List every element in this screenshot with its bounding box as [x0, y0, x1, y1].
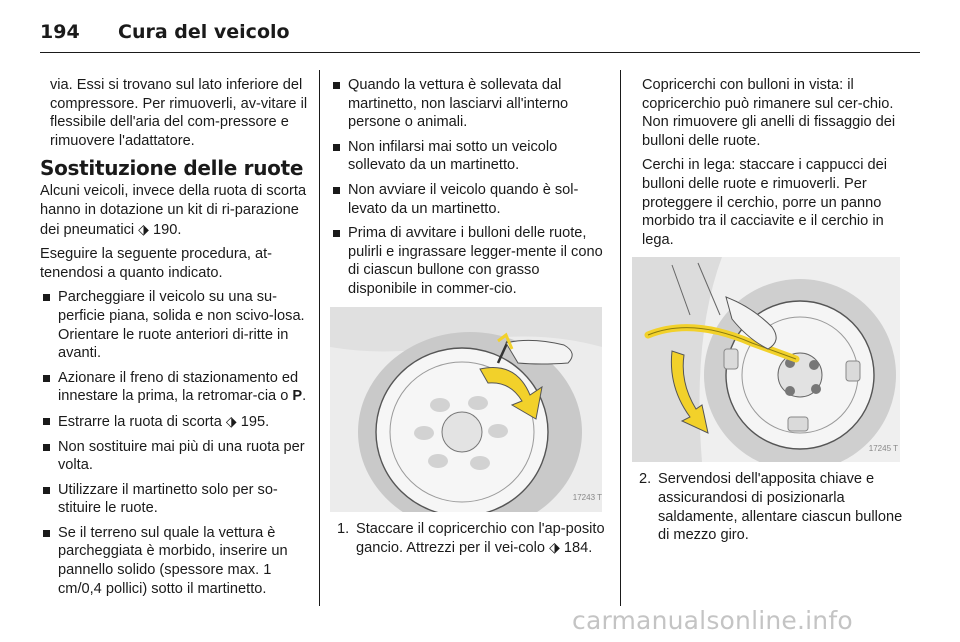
- section-heading: Sostituzione delle ruote: [40, 156, 304, 181]
- bullet-square-icon: [43, 294, 50, 301]
- page-title: Cura del veicolo: [118, 21, 290, 43]
- list-item: Estrarre la ruota di scorta ⬗ 195.: [40, 412, 308, 432]
- bullet-square-icon: [333, 187, 340, 194]
- bullet-square-icon: [43, 487, 50, 494]
- list-item: Non avviare il veicolo quando è sol-levato da un martinetto.: [330, 181, 608, 218]
- paragraph: Cerchi in lega: staccare i cappucci dei bulloni delle ruote e rimuoverli. Per proteggere il cerchio, porre un panno morbido tra il cacciavite e il cerchio in lega.: [642, 157, 887, 248]
- bullet-square-icon: [43, 444, 50, 451]
- bullet-square-icon: [43, 418, 50, 425]
- page-reference[interactable]: 190.: [153, 221, 182, 238]
- watermark: carmanualsonline.info: [572, 606, 853, 635]
- column-3: [632, 76, 904, 551]
- figure-code: 17243 T: [572, 492, 602, 502]
- step-number: 1.: [337, 520, 350, 537]
- list-item: Non sostituire mai più di una ruota per volta.: [40, 438, 308, 475]
- figure-wheel-bolt-loosening: [632, 257, 904, 462]
- reference-arrow-icon: ⬗: [138, 220, 149, 237]
- bullet-square-icon: [333, 230, 340, 237]
- paragraph: Alcuni veicoli, invece della ruota di scorta hanno in dotazione un kit di ri-parazione dei pneumatici ⬗ 190.: [40, 183, 307, 238]
- page-reference[interactable]: 184.: [563, 540, 593, 557]
- list-item: Utilizzare il martinetto solo per so-stituire le ruote.: [40, 481, 308, 518]
- bullet-list: [330, 76, 608, 299]
- column-divider: [620, 70, 621, 606]
- list-item: Non infilarsi mai sotto un veicolo sollevato da un martinetto.: [330, 138, 608, 175]
- figure-code: 17245 T: [868, 443, 898, 453]
- page-header: [40, 18, 920, 53]
- bullet-square-icon: [43, 375, 50, 382]
- list-item: Prima di avvitare i bulloni delle ruote, pulirli e ingrassare legger-mente il cono di ciascun bullone con grasso disponibile in commer-cio.: [330, 224, 608, 298]
- bullet-square-icon: [333, 82, 340, 89]
- bullet-list: [40, 288, 308, 598]
- column-1: [40, 76, 308, 604]
- paragraph: Eseguire la seguente procedura, at-tenendosi a quanto indicato.: [40, 246, 273, 281]
- hubcap-removal-illustration: [330, 307, 602, 512]
- figure-hubcap-removal: [330, 307, 608, 512]
- step-item: 1. Staccare il copricerchio con l'ap-posito gancio. Attrezzi per il vei-colo ⬗ 184.: [337, 520, 605, 557]
- page-reference[interactable]: 195.: [240, 413, 270, 430]
- list-item: Parcheggiare il veicolo su una su-perficie piana, solida e non scivo-losa. Orientare le ruote anteriori di-ritte in avanti.: [40, 288, 308, 362]
- step-item: 2. Servendosi dell'apposita chiave e assicurandosi di posizionarla saldamente, allentare ciascun bullone di mezzo giro.: [639, 471, 903, 544]
- list-item: Se il terreno sul quale la vettura è parcheggiata è morbido, inserire un pannello solido (spessore max. 1 cm/0,4 pollici) sotto il martinetto.: [40, 524, 308, 598]
- bullet-square-icon: [43, 530, 50, 537]
- list-item: Quando la vettura è sollevata dal martinetto, non lasciarvi all'interno persone o animali.: [330, 76, 608, 132]
- column-2: [330, 76, 608, 564]
- step-number: 2.: [639, 471, 652, 488]
- paragraph: Copricerchi con bulloni in vista: il copricerchio può rimanere sul cer-chio. Non rimuovere gli anelli di fissaggio dei bulloni delle ruote.: [642, 77, 896, 149]
- reference-arrow-icon: ⬗: [549, 539, 560, 556]
- reference-arrow-icon: ⬗: [225, 412, 237, 429]
- wheel-bolt-illustration: [632, 257, 900, 462]
- column-divider: [319, 70, 320, 606]
- bullet-square-icon: [333, 144, 340, 151]
- intro-paragraph: via. Essi si trovano sul lato inferiore del compressore. Per rimuoverli, av-vitare il flessibile dell'aria del com-pressore e rimuovere l'adattatore.: [50, 77, 308, 149]
- list-item: Azionare il freno di stazionamento ed innestare la prima, la retromar-cia o P.: [40, 369, 308, 406]
- page-number: 194: [40, 21, 80, 43]
